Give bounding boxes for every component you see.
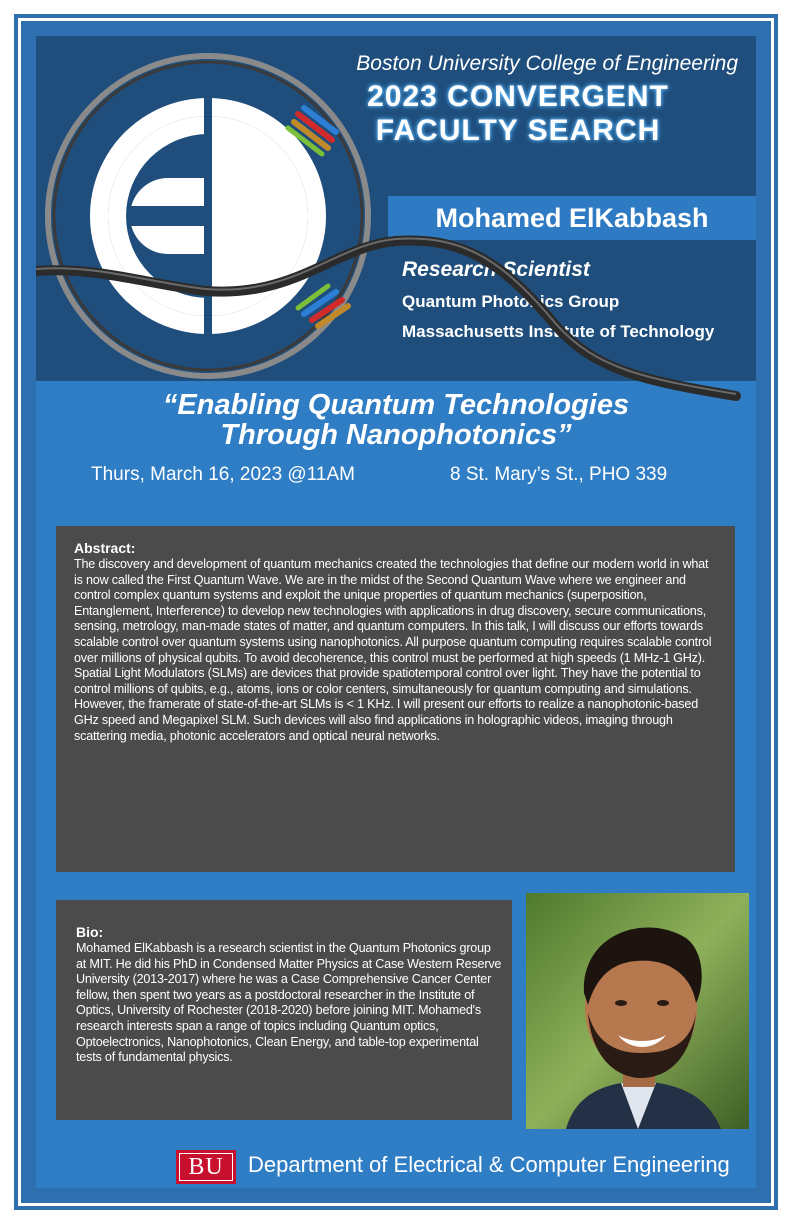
bio-text: Mohamed ElKabbash is a research scientist in the Quantum Photonics group at MIT. He did his PhD in Condensed Matter Physics at Case Western Reserve University (2013-2017) where he was a Case Comprehensive Cancer Center fellow, then spent two years as a postdoctoral researcher in the Institute of Optics, University of Rochester (2018-2020) before joining MIT. Mohamed's research interests span a range of topics including Quantum optics, Optoelectronics, Nanophotonics, Clean Energy, and table-top experimental tests of fundamental physics. [76,941,502,1065]
abstract-text: The discovery and development of quantum mechanics created the technologies that define our modern world in what is now called the First Quantum Wave. We are in the midst of the Second Quantum Wave where we engineer and control complex quantum systems and exploit the unique properties of quantum mechanics (superposition, Entanglement, Interference) to develop new technologies with applications in drug discovery, secure communications, sensing, metrology, man-made states of matter, and quantum computers. In this talk, I will discuss our efforts towards scalable control over quantum systems using nanophotonics. All purpose quantum computing requires scalable control over millions of physical qubits. To avoid decoherence, this control must be performed at high speeds (1 MHz-1 GHz). Spatial Light Modulators (SLMs) are devices that provide spatiotemporal control over light. They have the potential to control millions of qubits, e.g., atoms, ions or color centers, simultaneously for quantum computing and simulations. However, the framerate of state-of-the-art SLMs is < 1 KHz. I will present our efforts to realize a nanophotonic-based GHz speed and Megapixel SLM. Such devices will also find applications in holographic videos, imaging through scattering media, photonic accelerators and optical neural networks. [74,557,712,743]
abstract-section [56,526,735,872]
school-name: Boston University College of Engineering [356,52,738,75]
portrait-illustration [526,893,749,1129]
speaker-institution: Massachusetts Institute of Technology [402,322,715,341]
talk-date-time: Thurs, March 16, 2023 @11AM [91,464,355,485]
speaker-name: Mohamed ElKabbash [435,203,709,233]
bio-section [56,900,512,1120]
abstract-label: Abstract: [74,540,136,556]
search-title-line1: 2023 CONVERGENT [367,80,669,113]
talk-title-line2: Through Nanophotonics” [220,419,572,451]
bu-logo: BU [176,1150,236,1184]
talk-title [36,390,756,450]
speaker-name-bar [388,196,756,240]
footer [36,1144,756,1188]
search-title [298,80,738,148]
poster-panel [36,36,756,1188]
search-title-line2: FACULTY SEARCH [375,114,661,147]
talk-title-line1: “Enabling Quantum Technologies [162,389,630,421]
department-name: Department of Electrical & Computer Engineering [248,1152,730,1177]
poster-frame [14,14,778,1210]
speaker-title: Research Scientist [402,258,590,281]
talk-location: 8 St. Mary’s St., PHO 339 [450,464,668,485]
speaker-group: Quantum Photonics Group [402,292,620,311]
bio-label: Bio: [76,924,104,940]
header-section [36,36,756,381]
speaker-portrait-photo [526,893,749,1129]
